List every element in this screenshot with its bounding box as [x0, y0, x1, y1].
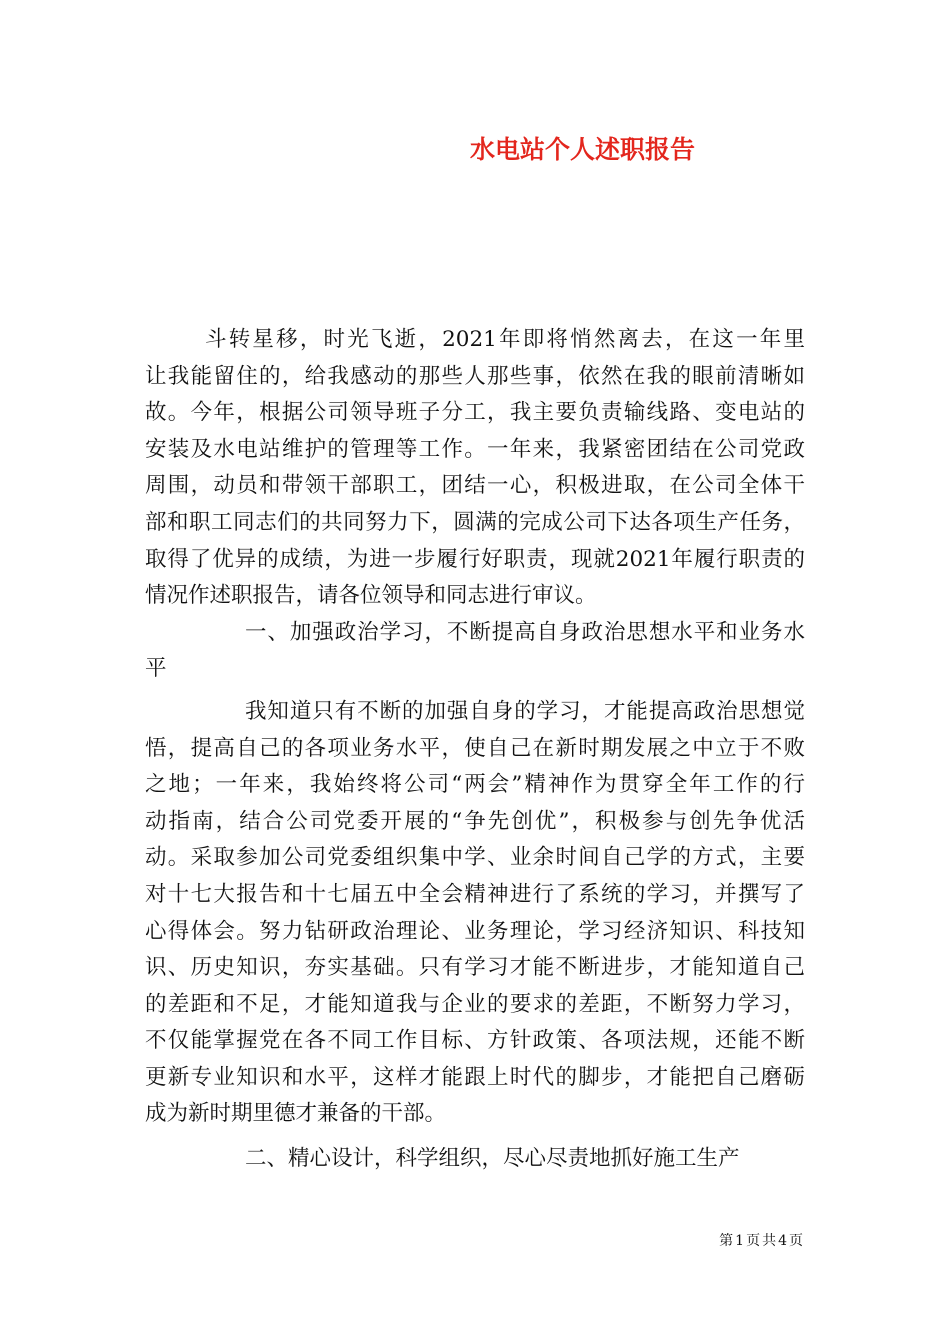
intro-line: 让我能留住的，给我感动的那些人那些事，依然在我的眼前清晰如: [145, 363, 805, 389]
paragraph-line: 动。采取参加公司党委组织集中学、业余时间自己学的方式，主要: [145, 845, 805, 871]
paragraph-line: 心得体会。努力钻研政治理论、业务理论，学习经济知识、科技知: [145, 918, 805, 944]
intro-line: 情况作述职报告，请各位领导和同志进行审议。: [145, 583, 597, 609]
intro-paragraph: [145, 322, 805, 615]
intro-line: 取得了优异的成绩，为进一步履行好职责，现就2021年履行职责的: [145, 546, 805, 572]
heading-line: 一、加强政治学习，不断提高自身政治思想水平和业务水: [245, 619, 805, 645]
paragraph-line: 不仅能掌握党在各不同工作目标、方针政策、各项法规，还能不断: [145, 1028, 805, 1054]
intro-line: 安装及水电站维护的管理等工作。一年来，我紧密团结在公司党政: [145, 436, 805, 462]
section-heading-2: [145, 1141, 805, 1178]
intro-line: 斗转星移，时光飞逝，2021年即将悄然离去，在这一年里: [205, 327, 805, 352]
document-body: [145, 322, 805, 1178]
paragraph-line: 悟，提高自己的各项业务水平，使自己在新时期发展之中立于不败: [145, 735, 805, 761]
page-number-footer: 第1页共4页: [719, 1233, 805, 1249]
intro-line: 故。今年，根据公司领导班子分工，我主要负责输线路、变电站的: [145, 400, 805, 426]
paragraph-line: 更新专业知识和水平，这样才能跟上时代的脚步，才能把自己磨砺: [145, 1064, 805, 1090]
paragraph-line: 动指南，结合公司党委开展的“争先创优”，积极参与创先争优活: [145, 808, 805, 834]
section-1-paragraph: [145, 694, 805, 1133]
heading-line: 平: [145, 656, 167, 682]
paragraph-line: 之地；一年来，我始终将公司“两会”精神作为贯穿全年工作的行: [145, 772, 805, 798]
section-heading-1: [145, 615, 805, 688]
paragraph-line: 的差距和不足，才能知道我与企业的要求的差距，不断努力学习，: [145, 991, 805, 1017]
intro-line: 周围，动员和带领干部职工，团结一心，积极进取，在公司全体干: [145, 473, 805, 499]
heading-line: 二、精心设计，科学组织，尽心尽责地抓好施工生产: [245, 1146, 740, 1172]
intro-line: 部和职工同志们的共同努力下，圆满的完成公司下达各项生产任务，: [145, 509, 805, 535]
paragraph-line: 成为新时期里德才兼备的干部。: [145, 1101, 447, 1127]
paragraph-line: 我知道只有不断的加强自身的学习，才能提高政治思想觉: [245, 698, 805, 724]
paragraph-line: 对十七大报告和十七届五中全会精神进行了系统的学习，并撰写了: [145, 881, 805, 907]
document-title: 水电站个人述职报告: [470, 135, 696, 164]
paragraph-line: 识、历史知识，夯实基础。只有学习才能不断进步，才能知道自己: [145, 955, 805, 981]
